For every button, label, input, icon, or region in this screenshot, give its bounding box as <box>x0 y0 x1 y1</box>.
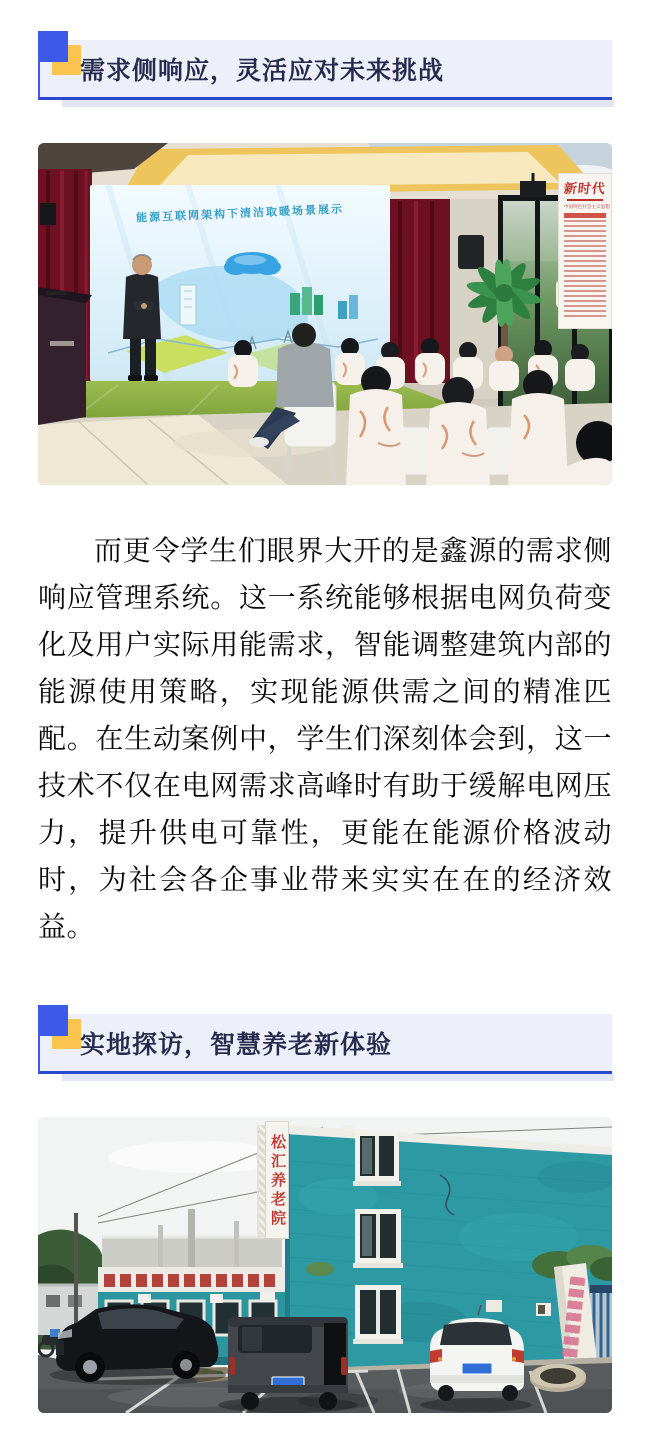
well-cover <box>530 1364 586 1392</box>
blue-square-decoration <box>38 1005 68 1036</box>
poster-title: 新时代 <box>563 181 607 196</box>
poster-rule <box>567 199 603 201</box>
nursing-home-sign: 松汇养老院 <box>265 1121 289 1239</box>
facade-windows <box>353 1131 403 1344</box>
poster-red-band <box>564 213 606 218</box>
lecture-room-illustration <box>38 143 612 485</box>
article-paragraph: 而更令学生们眼界大开的是鑫源的需求侧响应管理系统。这一系统能够根据电网负荷变化及用户实际用能需求，智能调整建筑内部的能源使用策略，实现能源供需之间的精准匹配。在生动案例中，学生们深刻体会到，这一技术不仅在电网需求高峰时有助于缓解电网压力，提升供电可靠性，更能在能源价格波动时，为社会各企事业带来实实在在的经济效益。 <box>38 535 612 942</box>
poster-subtitle: 中国特色社会主义思想 <box>563 204 610 210</box>
section-header-field-visit <box>38 1014 612 1074</box>
nursing-home-photo[interactable] <box>38 1117 612 1413</box>
header-shadow-strip <box>62 1074 614 1081</box>
header-shadow-strip <box>62 100 614 107</box>
section-title: 需求侧响应，灵活应对未来挑战 <box>80 56 445 85</box>
blue-square-decoration <box>38 31 68 62</box>
section-header-demand-response <box>38 40 612 100</box>
lecture-room-photo[interactable] <box>38 143 612 485</box>
article-body <box>0 40 650 1430</box>
section-title: 实地探访，智慧养老新体验 <box>80 1030 393 1059</box>
screen-slide-title: 能源互联网架构下清洁取暖场景展示 <box>135 203 345 225</box>
poster-text-lines <box>564 220 606 320</box>
nursing-home-illustration <box>38 1117 612 1413</box>
wall-poster <box>558 173 612 329</box>
storefront-red-banner <box>98 1269 285 1292</box>
podium <box>38 287 92 425</box>
